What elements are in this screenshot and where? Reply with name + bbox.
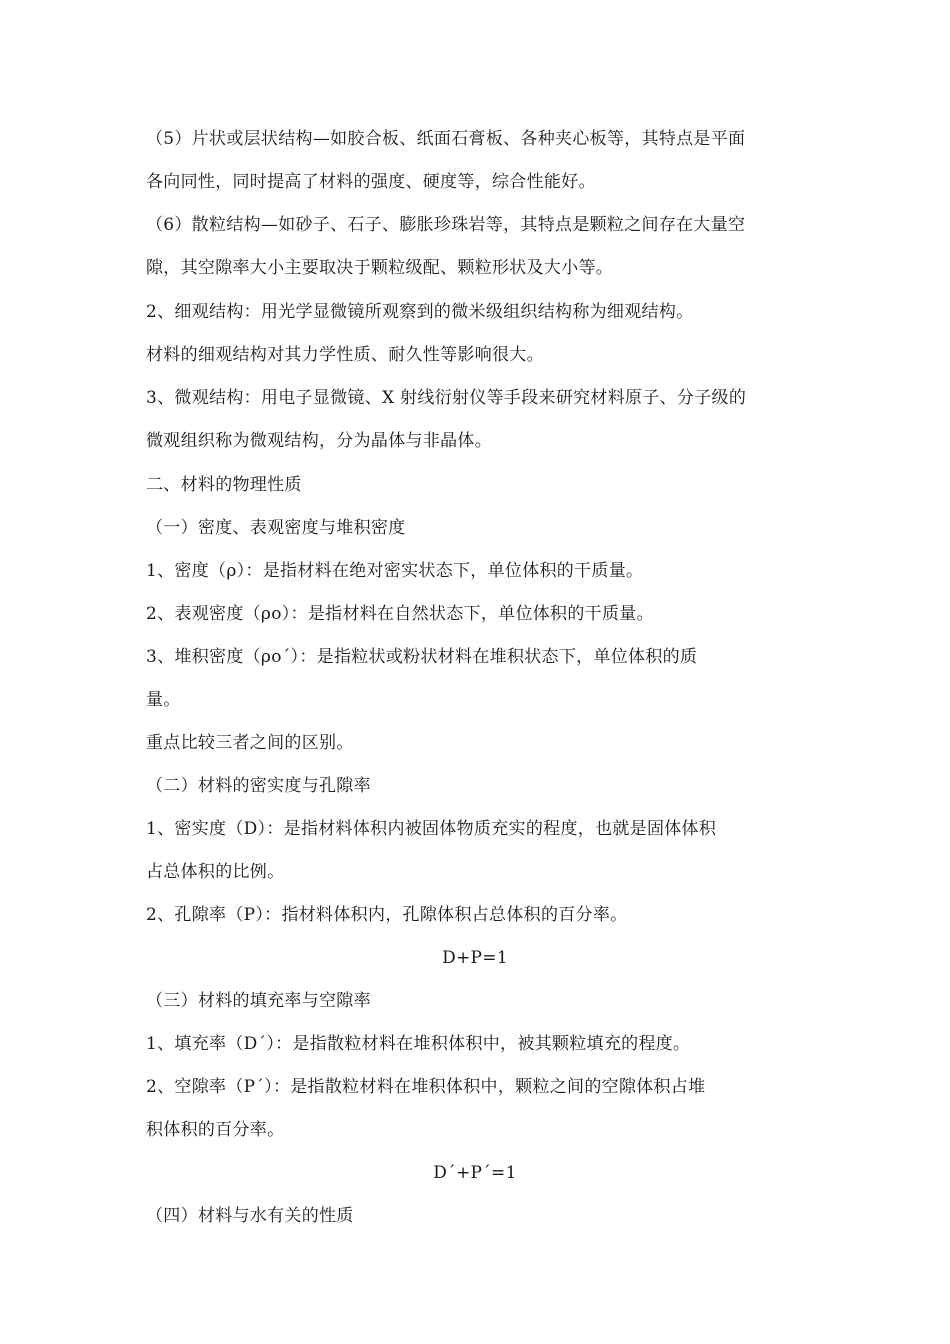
subsection-heading: （一）密度、表观密度与堆积密度 — [146, 518, 406, 538]
paragraph-line: （6）散粒结构—如砂子、石子、膨胀珍珠岩等，其特点是颗粒之间存在大量空 — [146, 215, 746, 235]
paragraph-line: （5）片状或层状结构—如胶合板、纸面石膏板、各种夹心板等，其特点是平面 — [146, 129, 746, 149]
paragraph-line: 2、空隙率（P´）：是指散粒材料在堆积体积中，颗粒之间的空隙体积占堆 — [146, 1077, 706, 1097]
paragraph-line: 2、表观密度（ρo）：是指材料在自然状态下，单位体积的干质量。 — [146, 604, 654, 624]
paragraph-line: 1、密实度（D）：是指材料体积内被固体物质充实的程度，也就是固体体积 — [146, 819, 717, 839]
subsection-heading: （四）材料与水有关的性质 — [146, 1206, 354, 1226]
paragraph-line: 积体积的百分率。 — [146, 1120, 285, 1140]
paragraph-line: 重点比较三者之间的区别。 — [146, 733, 354, 753]
paragraph-line: 微观组织称为微观结构，分为晶体与非晶体。 — [146, 431, 492, 451]
paragraph-line: 隙，其空隙率大小主要取决于颗粒级配、颗粒形状及大小等。 — [146, 258, 614, 278]
paragraph-line: 2、细观结构：用光学显微镜所观察到的微米级组织结构称为细观结构。 — [146, 302, 694, 322]
paragraph-line: 各向同性，同时提高了材料的强度、硬度等，综合性能好。 — [146, 172, 596, 192]
paragraph-line: 材料的细观结构对其力学性质、耐久性等影响很大。 — [146, 345, 544, 365]
paragraph-line: 2、孔隙率（P）：指材料体积内，孔隙体积占总体积的百分率。 — [146, 905, 628, 925]
subsection-heading: （三）材料的填充率与空隙率 — [146, 991, 371, 1011]
paragraph-line: 1、填充率（D´）：是指散粒材料在堆积体积中，被其颗粒填充的程度。 — [146, 1034, 691, 1054]
section-heading: 二、材料的物理性质 — [146, 475, 302, 495]
paragraph-line: 3、微观结构：用电子显微镜、X 射线衍射仪等手段来研究材料原子、分子级的 — [146, 388, 747, 408]
subsection-heading: （二）材料的密实度与孔隙率 — [146, 776, 371, 796]
paragraph-line: 1、密度（ρ）：是指材料在绝对密实状态下，单位体积的干质量。 — [146, 561, 644, 581]
paragraph-line: 量。 — [146, 690, 181, 710]
formula: D+P=1 — [442, 948, 508, 968]
paragraph-line: 3、堆积密度（ρo´）：是指粒状或粉状材料在堆积状态下，单位体积的质 — [146, 647, 698, 667]
paragraph-line: 占总体积的比例。 — [146, 862, 285, 882]
formula: D´+P´=1 — [433, 1163, 517, 1183]
